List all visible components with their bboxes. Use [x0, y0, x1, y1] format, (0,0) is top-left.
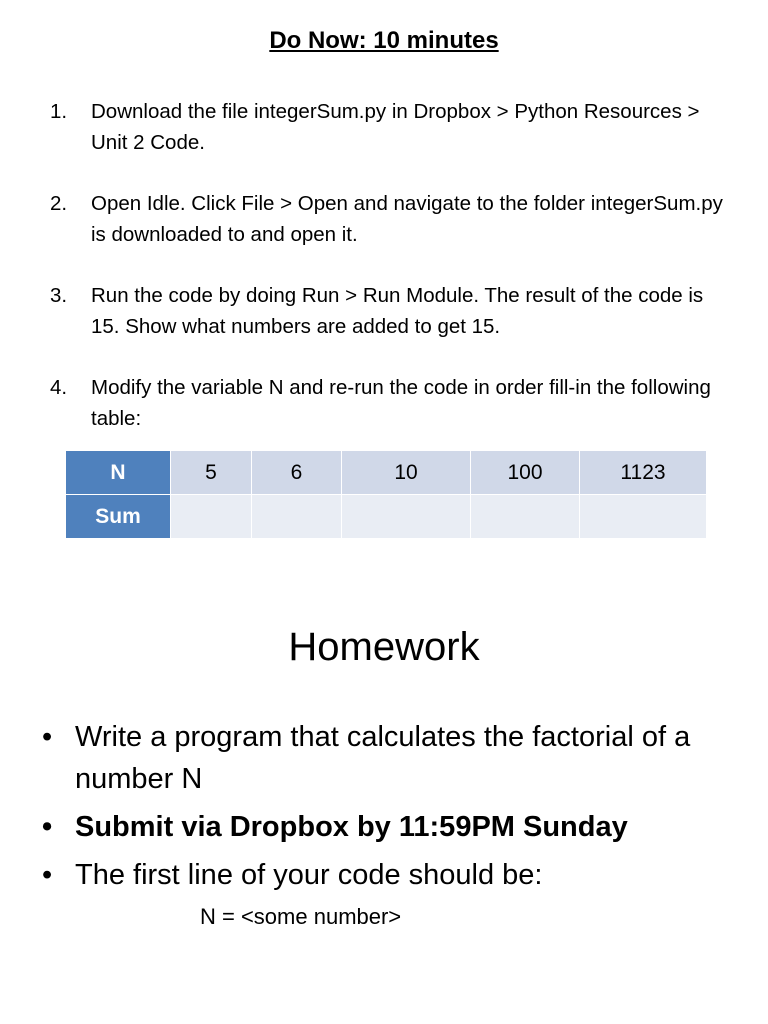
step-item — [50, 188, 730, 250]
step-number: 1. — [50, 100, 68, 123]
sum-value-cell[interactable] — [252, 495, 342, 539]
n-value-cell: 1123 — [580, 451, 707, 495]
bullet-text: Submit via Dropbox by 11:59PM Sunday — [75, 811, 628, 843]
step-text: Modify the variable N and re-run the code in order fill-in the following table: — [91, 376, 711, 430]
steps-list — [50, 96, 730, 464]
n-value-cell: 100 — [471, 451, 580, 495]
step-item — [50, 372, 730, 434]
step-item — [50, 96, 730, 158]
step-number: 2. — [50, 192, 68, 215]
table-row-n — [66, 451, 707, 495]
row-header-sum: Sum — [66, 495, 171, 539]
sum-value-cell[interactable] — [342, 495, 471, 539]
step-number: 4. — [50, 376, 68, 399]
table-row-sum — [66, 495, 707, 539]
bullet-item — [40, 806, 740, 848]
sum-value-cell[interactable] — [471, 495, 580, 539]
sum-table — [65, 450, 707, 539]
bullet-dot-icon: • — [42, 859, 53, 891]
n-value-cell: 5 — [171, 451, 252, 495]
bullet-text: The first line of your code should be: — [75, 859, 543, 891]
homework-bullets — [40, 716, 740, 902]
row-header-n: N — [66, 451, 171, 495]
bullet-dot-icon: • — [42, 811, 53, 843]
bullet-item — [40, 854, 740, 896]
code-line: N = <some number> — [200, 904, 402, 929]
step-text: Run the code by doing Run > Run Module. The result of the code is 15. Show what numbers are added to get 15. — [91, 284, 704, 338]
sum-value-cell[interactable] — [580, 495, 707, 539]
step-number: 3. — [50, 284, 68, 307]
step-text: Download the file integerSum.py in Dropbox > Python Resources > Unit 2 Code. — [91, 100, 700, 154]
do-now-title: Do Now: 10 minutes — [269, 27, 499, 54]
sum-value-cell[interactable] — [171, 495, 252, 539]
n-value-cell: 10 — [342, 451, 471, 495]
n-value-cell: 6 — [252, 451, 342, 495]
step-text: Open Idle. Click File > Open and navigate to the folder integerSum.py is downloaded to and open it. — [91, 192, 723, 246]
bullet-item — [40, 716, 740, 800]
bullet-dot-icon: • — [42, 721, 53, 753]
bullet-text: Write a program that calculates the factorial of a number N — [75, 721, 691, 795]
homework-title: Homework — [288, 625, 480, 669]
step-item — [50, 280, 730, 342]
